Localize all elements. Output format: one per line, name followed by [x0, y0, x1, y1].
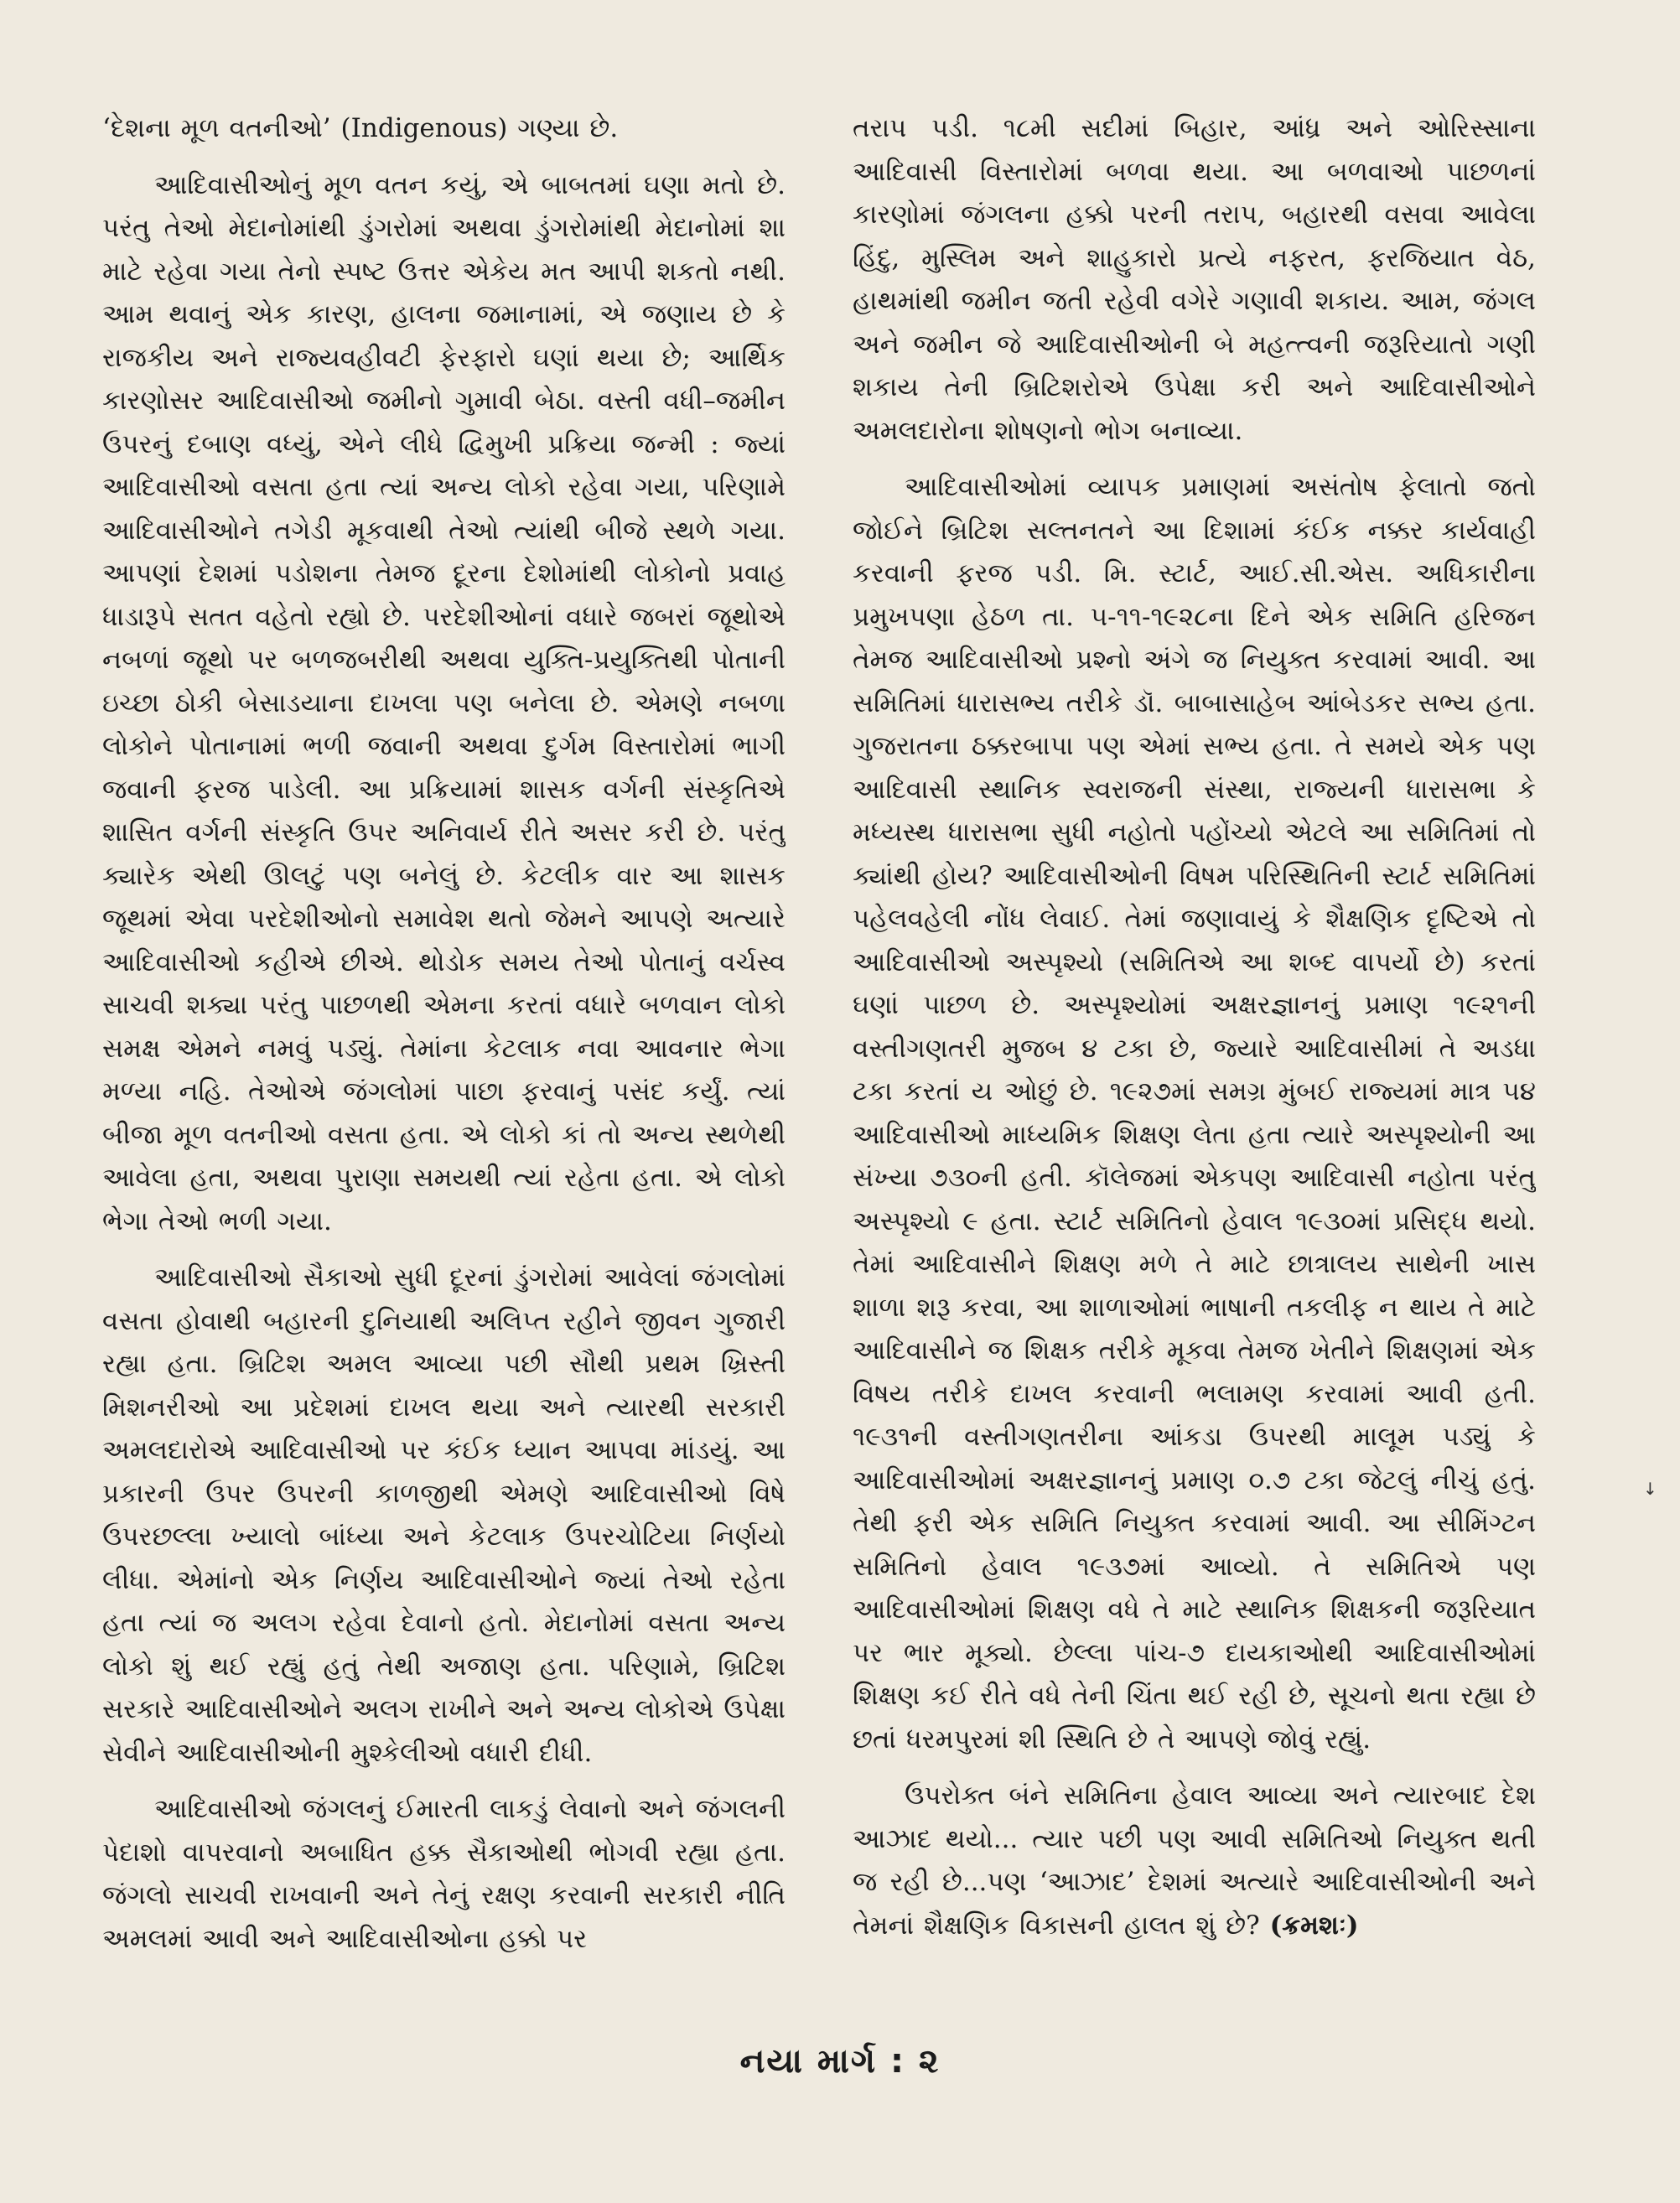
page-footer: નયા માર્ગ : ૨	[739, 2042, 941, 2081]
article-paragraph: તરાપ પડી. ૧૮મી સદીમાં બિહાર, આંધ્ર અને ઓરિસ્સાના આદિવાસી વિસ્તારોમાં બળવા થયા. આ બળવાઓ પાછળનાં કારણોમાં જંગલના હક્કો પરની તરાપ, બહારથી વસવા આવેલા હિંદુ, મુસ્લિમ અને શાહુકારો પ્રત્યે નફરત, ફરજિયાત વેઠ, હાથમાંથી જમીન જતી રહેવી વગેરે ગણાવી શકાય. આમ, જંગલ અને જમીન જે આદિવાસીઓની બે મહત્ત્વની જરૂરિયાતો ગણી શકાય તેની બ્રિટિશરોએ ઉપેક્ષા કરી અને આદિવાસીઓને અમલદારોના શોષણનો ભોગ બનાવ્યા.	[853, 113, 1536, 446]
edge-mark: ↓	[1643, 1479, 1657, 1499]
article-paragraph: ‘દેશના મૂળ વતનીઓ’ (Indigenous) ગણ્યા છે.	[102, 113, 619, 143]
article-paragraph: આદિવાસીઓ જંગલનું ઈમારતી લાકડું લેવાનો અને જંગલની પેદાશો વાપરવાનો અબાધિત હક્ક સૈકાઓથી ભોગવી રહ્યા હતા. જંગલો સાચવી રાખવાની અને તેનું રક્ષણ કરવાની સરકારી નીતિ અમલમાં આવી અને આદિવાસીઓના હક્કો પર	[102, 1794, 786, 1954]
article-paragraph: આદિવાસીઓમાં વ્યાપક પ્રમાણમાં અસંતોષ ફેલાતો જતો જોઈને બ્રિટિશ સલ્તનતને આ દિશામાં કંઈક નક્કર કાર્યવાહી કરવાની ફરજ પડી. મિ. સ્ટાર્ટ, આઈ.સી.એસ. અધિકારીના પ્રમુખપણા હેઠળ તા. ૫-૧૧-૧૯૨૮ના દિને એક સમિતિ હરિજન તેમજ આદિવાસીઓ પ્રશ્નો અંગે જ નિયુક્ત કરવામાં આવી. આ સમિતિમાં ધારાસભ્ય તરીકે ડૉ. બાબાસાહેબ આંબેડકર સભ્ય હતા. ગુજરાતના ઠક્કરબાપા પણ એમાં સભ્ય હતા. તે સમયે એક પણ આદિવાસી સ્થાનિક સ્વરાજની સંસ્થા, રાજ્યની ધારાસભા કે મધ્યસ્થ ધારાસભા સુધી નહોતો પહોંચ્યો એટલે આ સમિતિમાં તો ક્યાંથી હોય? આદિવાસીઓની વિષમ પરિસ્થિતિની સ્ટાર્ટ સમિતિમાં પહેલવહેલી નોંધ લેવાઈ. તેમાં જણાવાયું કે શૈક્ષણિક દૃષ્ટિએ તો આદિવાસીઓ અસ્પૃશ્યો (સમિતિએ આ શબ્દ વાપર્યો છે) કરતાં ઘણાં પાછળ છે. અસ્પૃશ્યોમાં અક્ષરજ્ઞાનનું પ્રમાણ ૧૯૨૧ની વસ્તીગણતરી મુજબ ૪ ટકા છે, જ્યારે આદિવાસીમાં તે અડધા ટકા કરતાં ય ઓછું છે. ૧૯૨૭માં સમગ્ર મુંબઈ રાજ્યમાં માત્ર ૫૪ આદિવાસીઓ માધ્યમિક શિક્ષણ લેતા હતા ત્યારે અસ્પૃશ્યોની આ સંખ્યા ૭૩૦ની હતી. કૉલેજમાં એકપણ આદિવાસી નહોતા પરંતુ અસ્પૃશ્યો ૯ હતા. સ્ટાર્ટ સમિતિનો હેવાલ ૧૯૩૦માં પ્રસિદ્ધ થયો. તેમાં આદિવાસીને શિક્ષણ મળે તે માટે છાત્રાલય સાથેની ખાસ શાળા શરૂ કરવા, આ શાળાઓમાં ભાષાની તકલીફ ન થાય તે માટે આદિવાસીને જ શિક્ષક તરીકે મૂકવા તેમજ ખેતીને શિક્ષણમાં એક વિષય તરીકે દાખલ કરવાની ભલામણ કરવામાં આવી હતી. ૧૯૩૧ની વસ્તીગણતરીના આંકડા ઉપરથી માલૂમ પડ્યું કે આદિવાસીઓમાં અક્ષરજ્ઞાનનું પ્રમાણ ૦.૭ ટકા જેટલું નીચું હતું. તેથી ફરી એક સમિતિ નિયુક્ત કરવામાં આવી. આ સીમિંગ્ટન સમિતિનો હેવાલ ૧૯૩૭માં આવ્યો. તે સમિતિએ પણ આદિવાસીઓમાં શિક્ષણ વધે તે માટે સ્થાનિક શિક્ષકની જરૂરિયાત પર ભાર મૂક્યો. છેલ્લા પાંચ-૭ દાયકાઓથી આદિવાસીઓમાં શિક્ષણ કઈ રીતે વધે તેની ચિંતા થઈ રહી છે, સૂચનો થતા રહ્યા છે છતાં ધરમપુરમાં શી સ્થિતિ છે તે આપણે જોવું રહ્યું.	[853, 472, 1536, 1755]
article-paragraph: આદિવાસીઓ સૈકાઓ સુધી દૂરનાં ડુંગરોમાં આવેલાં જંગલોમાં વસતા હોવાથી બહારની દુનિયાથી અલિપ્ત રહીને જીવન ગુજારી રહ્યા હતા. બ્રિટિશ અમલ આવ્યા પછી સૌથી પ્રથમ ખ્રિસ્તી મિશનરીઓ આ પ્રદેશમાં દાખલ થયા અને ત્યારથી સરકારી અમલદારોએ આદિવાસીઓ પર કંઈક ધ્યાન આપવા માંડયું. આ પ્રકારની ઉપર ઉપરની કાળજીથી એમણે આદિવાસીઓ વિષે ઉપરછલ્લા ખ્યાલો બાંધ્યા અને કેટલાક ઉપરચોટિયા નિર્ણયો લીધા. એમાંનો એક નિર્ણય આદિવાસીઓને જ્યાં તેઓ રહેતા હતા ત્યાં જ અલગ રહેવા દેવાનો હતો. મેદાનોમાં વસતા અન્ય લોકો શું થઈ રહ્યું હતું તેથી અજાણ હતા. પરિણામે, બ્રિટિશ સરકારે આદિવાસીઓને અલગ રાખીને અને અન્ય લોકોએ ઉપેક્ષા સેવીને આદિવાસીઓની મુશ્કેલીઓ વધારી દીધી.	[102, 1262, 786, 1768]
continued-label: (ક્રમશઃ)	[1269, 1910, 1359, 1941]
right-column	[853, 107, 1536, 1993]
article-paragraph	[853, 1775, 1536, 1947]
article-paragraph-text: ઉપરોક્ત બંને સમિતિના હેવાલ આવ્યા અને ત્યારબાદ દેશ આઝાદ થયો... ત્યાર પછી પણ આવી સમિતિઓ નિયુક્ત થતી જ રહી છે...પણ ‘આઝાદ’ દેશમાં અત્યારે આદિવાસીઓની અને તેમનાં શૈક્ષણિક વિકાસની હાલત શું છે?	[853, 1781, 1536, 1941]
article-paragraph: આદિવાસીઓનું મૂળ વતન કયું, એ બાબતમાં ઘણા મતો છે. પરંતુ તેઓ મેદાનોમાંથી ડુંગરોમાં અથવા ડુંગરોમાંથી મેદાનોમાં શા માટે રહેવા ગયા તેનો સ્પષ્ટ ઉત્તર એકેય મત આપી શકતો નથી. આમ થવાનું એક કારણ, હાલના જમાનામાં, એ જણાય છે કે રાજકીય અને રાજ્યવહીવટી ફેરફારો ઘણાં થયા છે; આર્થિક કારણોસર આદિવાસીઓ જમીનો ગુમાવી બેઠા. વસ્તી વધી–જમીન ઉપરનું દબાણ વધ્યું, એને લીધે દ્વિમુખી પ્રક્રિયા જન્મી : જ્યાં આદિવાસીઓ વસતા હતા ત્યાં અન્ય લોકો રહેવા ગયા, પરિણામે આદિવાસીઓને તગેડી મૂકવાથી તેઓ ત્યાંથી બીજે સ્થળે ગયા. આપણાં દેશમાં પડોશના તેમજ દૂરના દેશોમાંથી લોકોનો પ્રવાહ ધાડારૂપે સતત વહેતો રહ્યો છે. પરદેશીઓનાં વધારે જબરાં જૂથોએ નબળાં જૂથો પર બળજબરીથી અથવા યુક્તિ-પ્રયુક્તિથી પોતાની ઇચ્છા ઠોકી બેસાડયાના દાખલા પણ બનેલા છે. એમણે નબળા લોકોને પોતાનામાં ભળી જવાની અથવા દુર્ગમ વિસ્તારોમાં ભાગી જવાની ફરજ પાડેલી. આ પ્રક્રિયામાં શાસક વર્ગની સંસ્કૃતિએ શાસિત વર્ગની સંસ્કૃતિ ઉપર અનિવાર્ય રીતે અસર કરી છે. પરંતુ ક્યારેક એથી ઊલટું પણ બનેલું છે. કેટલીક વાર આ શાસક જૂથમાં એવા પરદેશીઓનો સમાવેશ થતો જેમને આપણે અત્યારે આદિવાસીઓ કહીએ છીએ. થોડોક સમય તેઓ પોતાનું વર્ચસ્વ સાચવી શક્યા પરંતુ પાછળથી એમના કરતાં વધારે બળવાન લોકો સમક્ષ એમને નમવું પડ્યું. તેમાંના કેટલાક નવા આવનાર ભેગા મળ્યા નહિ. તેઓએ જંગલોમાં પાછા ફરવાનું પસંદ કર્યું. ત્યાં બીજા મૂળ વતનીઓ વસતા હતા. એ લોકો કાં તો અન્ય સ્થળેથી આવેલા હતા, અથવા પુરાણા સમયથી ત્યાં રહેતા હતા. એ લોકો ભેગા તેઓ ભળી ગયા.	[102, 169, 786, 1236]
left-column	[102, 107, 786, 1993]
